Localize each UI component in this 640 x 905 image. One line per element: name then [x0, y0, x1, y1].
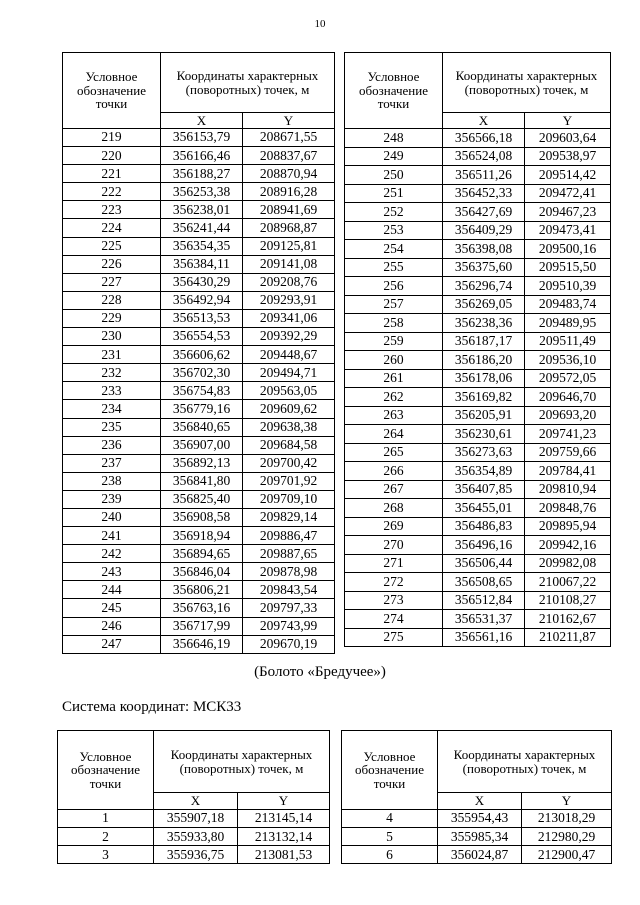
y-coordinate-cell: 213081,53 [238, 846, 330, 864]
point-number-cell: 246 [63, 617, 161, 635]
coordinate-system-label: Система координат: МСК33 [62, 699, 242, 715]
x-coordinate-cell: 356238,36 [443, 314, 525, 333]
table-row [345, 536, 611, 555]
table-row [345, 351, 611, 370]
header-x: X [438, 793, 522, 810]
y-coordinate-cell: 209843,54 [243, 581, 335, 599]
y-coordinate-cell: 209895,94 [525, 517, 611, 536]
point-number-cell: 233 [63, 382, 161, 400]
y-coordinate-cell: 210108,27 [525, 591, 611, 610]
x-coordinate-cell: 356646,19 [161, 635, 243, 653]
point-number-cell: 252 [345, 203, 443, 222]
y-coordinate-cell: 209392,29 [243, 328, 335, 346]
header-y: Y [525, 113, 611, 129]
y-coordinate-cell: 209514,42 [525, 166, 611, 185]
y-coordinate-cell: 208916,28 [243, 183, 335, 201]
y-coordinate-cell: 209510,39 [525, 277, 611, 296]
point-number-cell: 232 [63, 364, 161, 382]
table-row [345, 628, 611, 647]
table-row [63, 129, 335, 147]
table-row [63, 581, 335, 599]
table-row [345, 203, 611, 222]
y-coordinate-cell: 209887,65 [243, 545, 335, 563]
table-row [63, 165, 335, 183]
table-row [345, 184, 611, 203]
table-row [345, 129, 611, 148]
x-coordinate-cell: 356779,16 [161, 400, 243, 418]
y-coordinate-cell: 209208,76 [243, 273, 335, 291]
point-number-cell: 262 [345, 388, 443, 407]
y-coordinate-cell: 209472,41 [525, 184, 611, 203]
point-number-cell: 255 [345, 258, 443, 277]
table-row [345, 610, 611, 629]
table-row [345, 554, 611, 573]
header-coordinates: Координаты характерных (поворотных) точек, м [438, 731, 612, 793]
point-number-cell: 231 [63, 346, 161, 364]
x-coordinate-cell: 356840,65 [161, 418, 243, 436]
table-row [345, 462, 611, 481]
point-number-cell: 228 [63, 291, 161, 309]
y-coordinate-cell: 209878,98 [243, 563, 335, 581]
point-number-cell: 220 [63, 147, 161, 165]
table-row [63, 599, 335, 617]
point-number-cell: 224 [63, 219, 161, 237]
point-number-cell: 4 [342, 810, 438, 828]
x-coordinate-cell: 356892,13 [161, 454, 243, 472]
y-coordinate-cell: 208837,67 [243, 147, 335, 165]
y-coordinate-cell: 209538,97 [525, 147, 611, 166]
y-coordinate-cell: 209709,10 [243, 490, 335, 508]
point-number-cell: 3 [58, 846, 154, 864]
y-coordinate-cell: 209341,06 [243, 309, 335, 327]
x-coordinate-cell: 356188,27 [161, 165, 243, 183]
header-point-label: Условное обозначение точки [63, 53, 161, 129]
table-row [345, 517, 611, 536]
x-coordinate-cell: 356513,53 [161, 309, 243, 327]
table-row [63, 255, 335, 273]
x-coordinate-cell: 356512,84 [443, 591, 525, 610]
y-coordinate-cell: 209684,58 [243, 436, 335, 454]
header-y: Y [243, 113, 335, 129]
x-coordinate-cell: 356354,89 [443, 462, 525, 481]
table-row [345, 388, 611, 407]
point-number-cell: 272 [345, 573, 443, 592]
x-coordinate-cell: 356561,16 [443, 628, 525, 647]
x-coordinate-cell: 356717,99 [161, 617, 243, 635]
y-coordinate-cell: 209638,38 [243, 418, 335, 436]
table-row [63, 183, 335, 201]
x-coordinate-cell: 356908,58 [161, 508, 243, 526]
y-coordinate-cell: 209125,81 [243, 237, 335, 255]
point-number-cell: 223 [63, 201, 161, 219]
coordinates-table-2 [344, 52, 611, 647]
y-coordinate-cell: 209448,67 [243, 346, 335, 364]
x-coordinate-cell: 356486,83 [443, 517, 525, 536]
x-coordinate-cell: 356178,06 [443, 369, 525, 388]
table-row [63, 346, 335, 364]
point-number-cell: 254 [345, 240, 443, 259]
x-coordinate-cell: 356606,62 [161, 346, 243, 364]
table-row [342, 846, 612, 864]
table-row [63, 508, 335, 526]
y-coordinate-cell: 209810,94 [525, 480, 611, 499]
y-coordinate-cell: 210162,67 [525, 610, 611, 629]
table-row [63, 328, 335, 346]
header-x: X [154, 793, 238, 810]
x-coordinate-cell: 356496,16 [443, 536, 525, 555]
y-coordinate-cell: 209741,23 [525, 425, 611, 444]
x-coordinate-cell: 356205,91 [443, 406, 525, 425]
x-coordinate-cell: 356384,11 [161, 255, 243, 273]
table-row [63, 147, 335, 165]
y-coordinate-cell: 213145,14 [238, 810, 330, 828]
point-number-cell: 251 [345, 184, 443, 203]
table-row [63, 364, 335, 382]
table-row [345, 166, 611, 185]
y-coordinate-cell: 209701,92 [243, 472, 335, 490]
x-coordinate-cell: 356452,33 [443, 184, 525, 203]
table-row [345, 480, 611, 499]
header-coordinates: Координаты характерных (поворотных) точек, м [443, 53, 611, 113]
point-number-cell: 227 [63, 273, 161, 291]
point-number-cell: 273 [345, 591, 443, 610]
table-row [345, 499, 611, 518]
coordinates-table-1 [62, 52, 335, 654]
table-row [63, 400, 335, 418]
point-number-cell: 264 [345, 425, 443, 444]
x-coordinate-cell: 356511,26 [443, 166, 525, 185]
x-coordinate-cell: 356238,01 [161, 201, 243, 219]
table-row [58, 846, 330, 864]
x-coordinate-cell: 356269,05 [443, 295, 525, 314]
point-number-cell: 241 [63, 527, 161, 545]
header-point-label: Условное обозначение точки [58, 731, 154, 810]
y-coordinate-cell: 212900,47 [522, 846, 612, 864]
point-number-cell: 258 [345, 314, 443, 333]
x-coordinate-cell: 356253,38 [161, 183, 243, 201]
table-3-body [58, 810, 330, 864]
point-number-cell: 235 [63, 418, 161, 436]
point-number-cell: 270 [345, 536, 443, 555]
point-number-cell: 242 [63, 545, 161, 563]
table-row [345, 277, 611, 296]
table-row [63, 291, 335, 309]
point-number-cell: 238 [63, 472, 161, 490]
y-coordinate-cell: 208870,94 [243, 165, 335, 183]
y-coordinate-cell: 209473,41 [525, 221, 611, 240]
table-row [63, 617, 335, 635]
point-number-cell: 274 [345, 610, 443, 629]
table-row [345, 573, 611, 592]
header-x: X [161, 113, 243, 129]
point-number-cell: 256 [345, 277, 443, 296]
x-coordinate-cell: 356508,65 [443, 573, 525, 592]
x-coordinate-cell: 356354,35 [161, 237, 243, 255]
point-number-cell: 240 [63, 508, 161, 526]
y-coordinate-cell: 209646,70 [525, 388, 611, 407]
table-row [58, 828, 330, 846]
point-number-cell: 249 [345, 147, 443, 166]
header-x: X [443, 113, 525, 129]
y-coordinate-cell: 209563,05 [243, 382, 335, 400]
y-coordinate-cell: 209829,14 [243, 508, 335, 526]
x-coordinate-cell: 356566,18 [443, 129, 525, 148]
x-coordinate-cell: 356754,83 [161, 382, 243, 400]
x-coordinate-cell: 356806,21 [161, 581, 243, 599]
table-row [342, 810, 612, 828]
x-coordinate-cell: 356841,80 [161, 472, 243, 490]
x-coordinate-cell: 356153,79 [161, 129, 243, 147]
page-number: 10 [314, 18, 326, 30]
coordinates-table-3 [57, 730, 330, 864]
y-coordinate-cell: 209572,05 [525, 369, 611, 388]
y-coordinate-cell: 209743,99 [243, 617, 335, 635]
x-coordinate-cell: 355907,18 [154, 810, 238, 828]
y-coordinate-cell: 208941,69 [243, 201, 335, 219]
table-row [345, 147, 611, 166]
header-point-label: Условное обозначение точки [345, 53, 443, 129]
x-coordinate-cell: 356427,69 [443, 203, 525, 222]
coordinates-table-4 [341, 730, 612, 864]
x-coordinate-cell: 356763,16 [161, 599, 243, 617]
table-row [58, 810, 330, 828]
y-coordinate-cell: 209603,64 [525, 129, 611, 148]
table-row [63, 309, 335, 327]
point-number-cell: 248 [345, 129, 443, 148]
point-number-cell: 271 [345, 554, 443, 573]
point-number-cell: 257 [345, 295, 443, 314]
point-number-cell: 225 [63, 237, 161, 255]
table-row [63, 237, 335, 255]
point-number-cell: 260 [345, 351, 443, 370]
x-coordinate-cell: 356186,20 [443, 351, 525, 370]
y-coordinate-cell: 210211,87 [525, 628, 611, 647]
x-coordinate-cell: 356846,04 [161, 563, 243, 581]
x-coordinate-cell: 356398,08 [443, 240, 525, 259]
y-coordinate-cell: 209982,08 [525, 554, 611, 573]
point-number-cell: 237 [63, 454, 161, 472]
table-row [63, 436, 335, 454]
point-number-cell: 263 [345, 406, 443, 425]
y-coordinate-cell: 209494,71 [243, 364, 335, 382]
y-coordinate-cell: 209515,50 [525, 258, 611, 277]
table-row [345, 295, 611, 314]
y-coordinate-cell: 212980,29 [522, 828, 612, 846]
y-coordinate-cell: 208968,87 [243, 219, 335, 237]
point-number-cell: 250 [345, 166, 443, 185]
x-coordinate-cell: 356166,46 [161, 147, 243, 165]
point-number-cell: 247 [63, 635, 161, 653]
point-number-cell: 226 [63, 255, 161, 273]
table-row [63, 635, 335, 653]
x-coordinate-cell: 356430,29 [161, 273, 243, 291]
table-row [63, 454, 335, 472]
x-coordinate-cell: 356492,94 [161, 291, 243, 309]
y-coordinate-cell: 209784,41 [525, 462, 611, 481]
table-row [63, 273, 335, 291]
table-row [63, 545, 335, 563]
point-number-cell: 5 [342, 828, 438, 846]
table-row [63, 219, 335, 237]
point-number-cell: 222 [63, 183, 161, 201]
x-coordinate-cell: 356169,82 [443, 388, 525, 407]
x-coordinate-cell: 355985,34 [438, 828, 522, 846]
header-coordinates: Координаты характерных (поворотных) точек, м [154, 731, 330, 793]
y-coordinate-cell: 209536,10 [525, 351, 611, 370]
point-number-cell: 259 [345, 332, 443, 351]
header-y: Y [522, 793, 612, 810]
table-4-body [342, 810, 612, 864]
table-row [345, 591, 611, 610]
table-row [342, 828, 612, 846]
y-coordinate-cell: 209489,95 [525, 314, 611, 333]
y-coordinate-cell: 209293,91 [243, 291, 335, 309]
point-number-cell: 234 [63, 400, 161, 418]
x-coordinate-cell: 355933,80 [154, 828, 238, 846]
table-row [345, 369, 611, 388]
table-row [345, 406, 611, 425]
header-coordinates: Координаты характерных (поворотных) точек, м [161, 53, 335, 113]
table-2-body [345, 129, 611, 647]
y-coordinate-cell: 209483,74 [525, 295, 611, 314]
point-number-cell: 275 [345, 628, 443, 647]
section-heading: (Болото «Бредучее») [254, 664, 386, 680]
x-coordinate-cell: 356825,40 [161, 490, 243, 508]
point-number-cell: 268 [345, 499, 443, 518]
y-coordinate-cell: 209886,47 [243, 527, 335, 545]
x-coordinate-cell: 356024,87 [438, 846, 522, 864]
y-coordinate-cell: 209670,19 [243, 635, 335, 653]
point-number-cell: 244 [63, 581, 161, 599]
point-number-cell: 253 [345, 221, 443, 240]
point-number-cell: 221 [63, 165, 161, 183]
point-number-cell: 245 [63, 599, 161, 617]
y-coordinate-cell: 209759,66 [525, 443, 611, 462]
point-number-cell: 219 [63, 129, 161, 147]
table-row [63, 563, 335, 581]
point-number-cell: 269 [345, 517, 443, 536]
y-coordinate-cell: 209797,33 [243, 599, 335, 617]
table-row [345, 332, 611, 351]
table-row [345, 443, 611, 462]
y-coordinate-cell: 209942,16 [525, 536, 611, 555]
x-coordinate-cell: 356409,29 [443, 221, 525, 240]
y-coordinate-cell: 209511,49 [525, 332, 611, 351]
table-row [345, 314, 611, 333]
x-coordinate-cell: 356907,00 [161, 436, 243, 454]
x-coordinate-cell: 355954,43 [438, 810, 522, 828]
x-coordinate-cell: 356296,74 [443, 277, 525, 296]
point-number-cell: 267 [345, 480, 443, 499]
y-coordinate-cell: 210067,22 [525, 573, 611, 592]
point-number-cell: 261 [345, 369, 443, 388]
point-number-cell: 229 [63, 309, 161, 327]
x-coordinate-cell: 356375,60 [443, 258, 525, 277]
x-coordinate-cell: 356407,85 [443, 480, 525, 499]
y-coordinate-cell: 209500,16 [525, 240, 611, 259]
table-row [345, 258, 611, 277]
y-coordinate-cell: 209467,23 [525, 203, 611, 222]
y-coordinate-cell: 209609,62 [243, 400, 335, 418]
x-coordinate-cell: 356894,65 [161, 545, 243, 563]
point-number-cell: 266 [345, 462, 443, 481]
table-row [63, 527, 335, 545]
table-row [345, 221, 611, 240]
table-row [63, 472, 335, 490]
point-number-cell: 265 [345, 443, 443, 462]
point-number-cell: 243 [63, 563, 161, 581]
table-row [63, 382, 335, 400]
table-row [63, 418, 335, 436]
point-number-cell: 6 [342, 846, 438, 864]
table-1-body [63, 129, 335, 654]
x-coordinate-cell: 356554,53 [161, 328, 243, 346]
x-coordinate-cell: 356241,44 [161, 219, 243, 237]
table-row [63, 490, 335, 508]
point-number-cell: 230 [63, 328, 161, 346]
x-coordinate-cell: 356506,44 [443, 554, 525, 573]
y-coordinate-cell: 209848,76 [525, 499, 611, 518]
point-number-cell: 1 [58, 810, 154, 828]
y-coordinate-cell: 213018,29 [522, 810, 612, 828]
y-coordinate-cell: 209693,20 [525, 406, 611, 425]
x-coordinate-cell: 356187,17 [443, 332, 525, 351]
x-coordinate-cell: 356531,37 [443, 610, 525, 629]
x-coordinate-cell: 356702,30 [161, 364, 243, 382]
x-coordinate-cell: 356524,08 [443, 147, 525, 166]
header-point-label: Условное обозначение точки [342, 731, 438, 810]
header-y: Y [238, 793, 330, 810]
y-coordinate-cell: 209700,42 [243, 454, 335, 472]
point-number-cell: 236 [63, 436, 161, 454]
y-coordinate-cell: 208671,55 [243, 129, 335, 147]
table-row [345, 425, 611, 444]
table-row [345, 240, 611, 259]
x-coordinate-cell: 355936,75 [154, 846, 238, 864]
table-row [63, 201, 335, 219]
point-number-cell: 2 [58, 828, 154, 846]
y-coordinate-cell: 213132,14 [238, 828, 330, 846]
point-number-cell: 239 [63, 490, 161, 508]
x-coordinate-cell: 356918,94 [161, 527, 243, 545]
x-coordinate-cell: 356273,63 [443, 443, 525, 462]
x-coordinate-cell: 356230,61 [443, 425, 525, 444]
x-coordinate-cell: 356455,01 [443, 499, 525, 518]
y-coordinate-cell: 209141,08 [243, 255, 335, 273]
